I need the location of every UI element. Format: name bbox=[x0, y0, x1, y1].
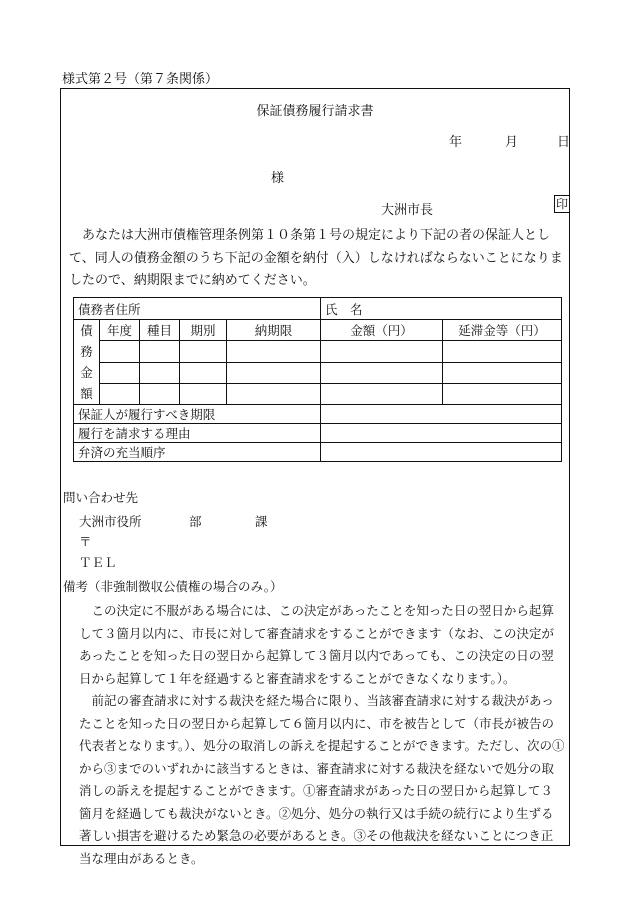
inquiry-dept: 部 bbox=[189, 514, 202, 529]
remarks-paragraph-1: この決定に不服がある場合には、この決定があったことを知った日の翌日から起算して３箇月以内に、市長に対して審査請求をすることができます（なお、この決定があったことを知った日の翌日から起算して３箇月以内であっても、この決定の日の翌日から起算して１年を経過すると審査請求をすることができなくなります。）。 bbox=[79, 603, 555, 686]
debtor-address-label: 債務者住所 bbox=[74, 298, 321, 320]
inquiry-postal: 〒 bbox=[79, 534, 92, 549]
form-frame bbox=[60, 88, 571, 866]
inquiry-office: 大洲市役所 bbox=[79, 514, 142, 529]
request-reason-label: 履行を請求する理由 bbox=[74, 424, 321, 443]
table-row bbox=[74, 362, 562, 383]
date-month: 月 bbox=[505, 135, 519, 150]
seal-mark: 印 bbox=[555, 197, 568, 211]
col-late-fee: 延滞金等（円） bbox=[443, 320, 562, 341]
col-due-date: 納期限 bbox=[227, 320, 321, 341]
remarks-heading: 備考（非強制徴収公債権の場合のみ。） bbox=[63, 579, 283, 594]
col-category: 種目 bbox=[140, 320, 180, 341]
performance-deadline-label: 保証人が履行すべき期限 bbox=[74, 405, 321, 424]
name-label: 氏 名 bbox=[321, 298, 562, 320]
inquiry-tel: ＴＥＬ bbox=[79, 555, 117, 570]
inquiry-office-line bbox=[79, 512, 268, 530]
col-fiscal-year: 年度 bbox=[100, 320, 140, 341]
inquiry-section: 課 bbox=[255, 514, 268, 529]
issuer-name: 大洲市長 bbox=[381, 203, 434, 218]
table-row bbox=[74, 405, 562, 424]
remarks-paragraph-2: 前記の審査請求に対する裁決を経た場合に限り、当該審査請求に対する裁決があったことを知った日の翌日から起算して６箇月以内に、市を被告として（市長が被告の代表者となります。）、処分の取消しの訴えを提起することができます。ただし、次の①から③までのいずれかに該当するときは、審査請求に対する裁決を経ないで処分の取消しの訴えを提起することができます。①審査請求があった日の翌日から起算して３箇月を経過しても裁決がないとき。②処分、処分の執行又は手続の続行により生ずる著しい損害を避けるため緊急の必要があるとき。③その他裁決を経ないことにつき正当な理由があるとき。 bbox=[79, 693, 565, 866]
repayment-order-label: 弁済の充当順序 bbox=[74, 443, 321, 462]
date-day: 日 bbox=[557, 135, 571, 150]
form-number: 様式第２号（第７条関係） bbox=[62, 72, 219, 87]
detail-table bbox=[73, 297, 562, 462]
col-amount: 金額（円） bbox=[321, 320, 443, 341]
table-row bbox=[74, 424, 562, 443]
inquiry-label: 問い合わせ先 bbox=[63, 490, 139, 505]
document-title: 保証債務履行請求書 bbox=[256, 104, 374, 119]
table-row bbox=[74, 383, 562, 404]
debt-amount-label: 債 務 金 額 bbox=[74, 320, 100, 405]
notice-text: あなたは大洲市債権管理条例第１０条第１号の規定により下記の者の保証人として、同人の債務金額のうち下記の金額を納付（入）しなければならないことになりましたので、納期限までに納めてください。 bbox=[69, 228, 563, 288]
table-row bbox=[74, 443, 562, 462]
col-period: 期別 bbox=[180, 320, 227, 341]
table-row bbox=[74, 320, 562, 341]
date-year: 年 bbox=[449, 135, 463, 150]
addressee-suffix: 様 bbox=[271, 171, 285, 186]
table-row bbox=[74, 298, 562, 320]
table-row bbox=[74, 341, 562, 362]
